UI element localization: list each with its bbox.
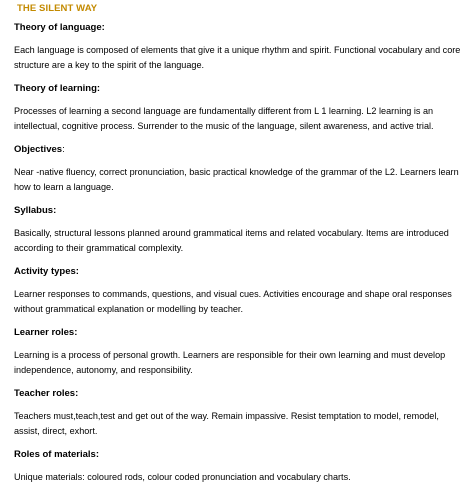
section-heading-text: Objectives: [14, 144, 63, 155]
section-body: Learner responses to commands, questions, and visual cues. Activities encourage and shape oral responses without grammatical explanation or modelling by teacher.: [14, 289, 452, 314]
section-heading: [14, 266, 466, 278]
section-heading-text: Theory of learning:: [14, 83, 101, 94]
section-heading-text: Teacher roles:: [14, 388, 79, 399]
section-body: Learning is a process of personal growth. Learners are responsible for their own learning and must develop independence, autonomy, and responsibility.: [14, 350, 446, 375]
section-teacher-roles: [14, 388, 466, 439]
section-heading: [14, 205, 466, 217]
section-heading: [14, 327, 466, 339]
section-body: Near -native fluency, correct pronunciation, basic practical knowledge of the grammar of the L2. Learners learn how to learn a language.: [14, 167, 459, 192]
section-body: Processes of learning a second language are fundamentally different from L 1 learning. L2 learning is an intellectual, cognitive process. Surrender to the music of the language, silent awareness, and active trial.: [14, 106, 434, 131]
section-heading: [14, 22, 466, 34]
section-heading-text: Theory of language:: [14, 22, 105, 33]
section-heading-text: Syllabus:: [14, 205, 57, 216]
section-heading-suffix: :: [62, 144, 65, 155]
section-body: Basically, structural lessons planned around grammatical items and related vocabulary. Items are introduced according to their grammatical complexity.: [14, 228, 449, 253]
section-objectives: [14, 144, 466, 195]
section-learner-roles: [14, 327, 466, 378]
section-theory-of-language: [14, 22, 466, 73]
section-body: Each language is composed of elements that give it a unique rhythm and spirit. Functional vocabulary and core structure are a key to the spirit of the language.: [14, 45, 461, 70]
section-heading: [14, 144, 466, 156]
section-heading: [14, 449, 466, 461]
section-body: Unique materials: coloured rods, colour coded pronunciation and vocabulary charts.: [14, 472, 351, 482]
document-page: [14, 3, 466, 495]
section-activity-types: [14, 266, 466, 317]
section-heading: [14, 388, 466, 400]
section-heading-text: Roles of materials:: [14, 449, 99, 460]
section-theory-of-learning: [14, 83, 466, 134]
section-body: Teachers must,teach,test and get out of the way. Remain impassive. Resist temptation to model, remodel, assist, direct, exhort.: [14, 411, 439, 436]
document-title: THE SILENT WAY: [17, 3, 98, 14]
section-heading: [14, 83, 466, 95]
section-heading-text: Learner roles:: [14, 327, 78, 338]
section-heading-text: Activity types:: [14, 266, 79, 277]
section-syllabus: [14, 205, 466, 256]
